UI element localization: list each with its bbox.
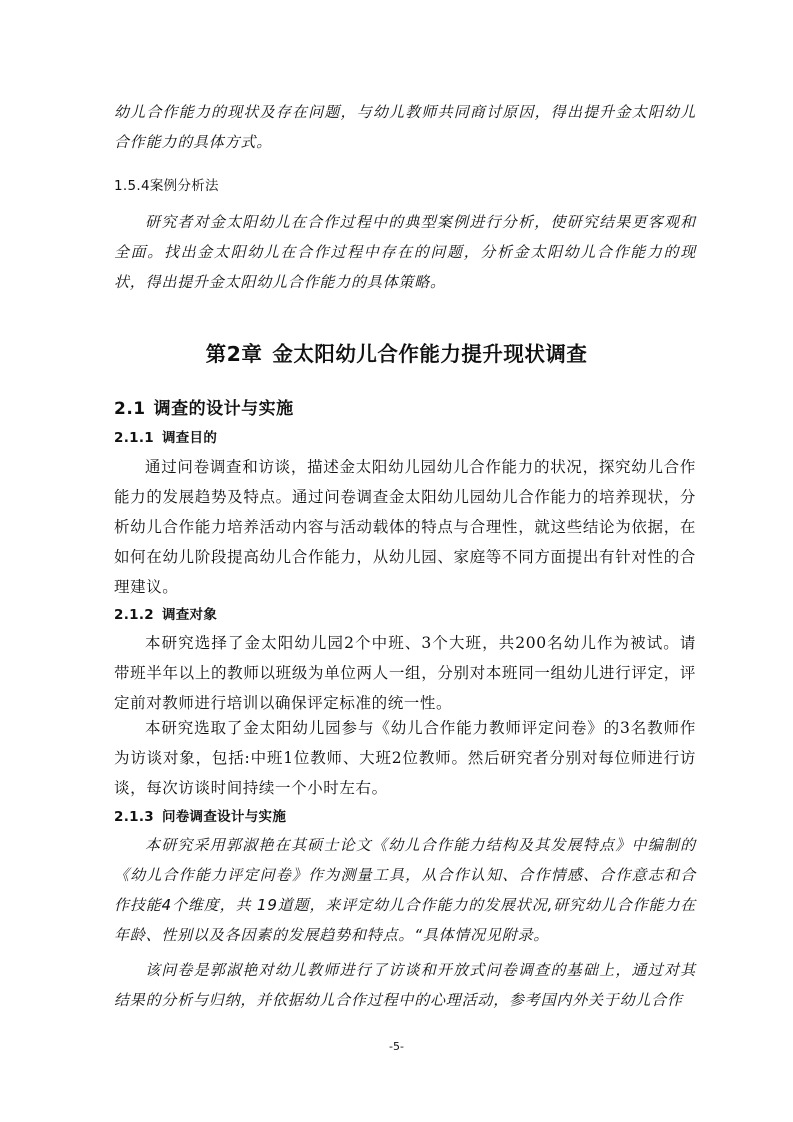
section-number: 2.1 xyxy=(114,399,146,419)
subsection-number: 2.1.3 xyxy=(114,809,154,825)
interview-subjects-paragraph: 本研究选取了金太阳幼儿园参与《幼儿合作能力教师评定问卷》的3名教师作为访谈对象，包括:中班1位教师、大班2位教师。然后研究者分别对每位师进行访谈，每次访谈时间持续一个小时左右。 xyxy=(114,719,696,797)
chapter-name: 金太阳幼儿合作能力提升现状调查 xyxy=(272,342,588,366)
survey-purpose-paragraph: 通过问卷调查和访谈，描述金太阳幼儿园幼儿合作能力的状况，探究幼儿合作能力的发展趋势及特点。通过问卷调查金太阳幼儿园幼儿合作能力的培养现状，分析幼儿合作能力培养活动内容与活动载体的特点与合理性，就这些结论为依据，在如何在幼儿阶段提高幼儿合作能力，从幼儿园、家庭等不同方面提出有针对性的合理建议。 xyxy=(114,458,696,596)
chapter-title xyxy=(0,339,793,369)
questionnaire-design-paragraph: 本研究采用郭淑艳在其硕士论文《幼儿合作能力结构及其发展特点》中编制的《幼儿合作能力评定问卷》作为测量工具，从合作认知、合作情感、合作意志和合作技能4个维度，共 19道题，来评定幼儿合作能力的发展状况,研究幼儿合作能力在年龄、性别以及各因素的发展趋势和特点。“具体情况见附录。 xyxy=(114,836,696,944)
continued-paragraph: 幼儿合作能力的现状及存在问题，与幼儿教师共同商讨原因，得出提升金太阳幼儿合作能力的具体方式。 xyxy=(114,103,696,151)
section-2-1-heading xyxy=(114,397,294,421)
subsection-title: 问卷调查设计与实施 xyxy=(161,809,287,825)
subsection-2-1-3-heading xyxy=(114,807,286,827)
questionnaire-basis-paragraph: 该问卷是郭淑艳对幼儿教师进行了访谈和开放式问卷调查的基础上，通过对其结果的分析与归纳，并依据幼儿合作过程中的心理活动，参考国内外关于幼儿合作 xyxy=(114,961,696,1009)
subsection-title: 调查目的 xyxy=(161,430,218,446)
subsection-number: 2.1.1 xyxy=(114,430,154,446)
case-analysis-paragraph: 研究者对金太阳幼儿在合作过程中的典型案例进行分析，使研究结果更客观和全面。找出金太阳幼儿在合作过程中存在的问题，分析金太阳幼儿合作能力的现状，得出提升金太阳幼儿合作能力的具体策略。 xyxy=(114,213,696,291)
section-title: 调查的设计与实施 xyxy=(153,399,294,419)
subsection-2-1-2-heading xyxy=(114,605,217,625)
page-number: -5- xyxy=(389,1040,404,1053)
survey-subjects-paragraph: 本研究选择了金太阳幼儿园2个中班、3个大班，共200名幼儿作为被试。请带班半年以上的教师以班级为单位两人一组，分别对本班同一组幼儿进行评定，评定前对教师进行培训以确保评定标准的统一性。 xyxy=(114,634,696,712)
heading-1-5-4: 1.5.4案例分析法 xyxy=(114,178,219,194)
chapter-number: 第2章 xyxy=(205,342,263,366)
subsection-title: 调查对象 xyxy=(161,607,218,623)
subsection-2-1-1-heading xyxy=(114,428,217,448)
subsection-number: 2.1.2 xyxy=(114,607,154,623)
